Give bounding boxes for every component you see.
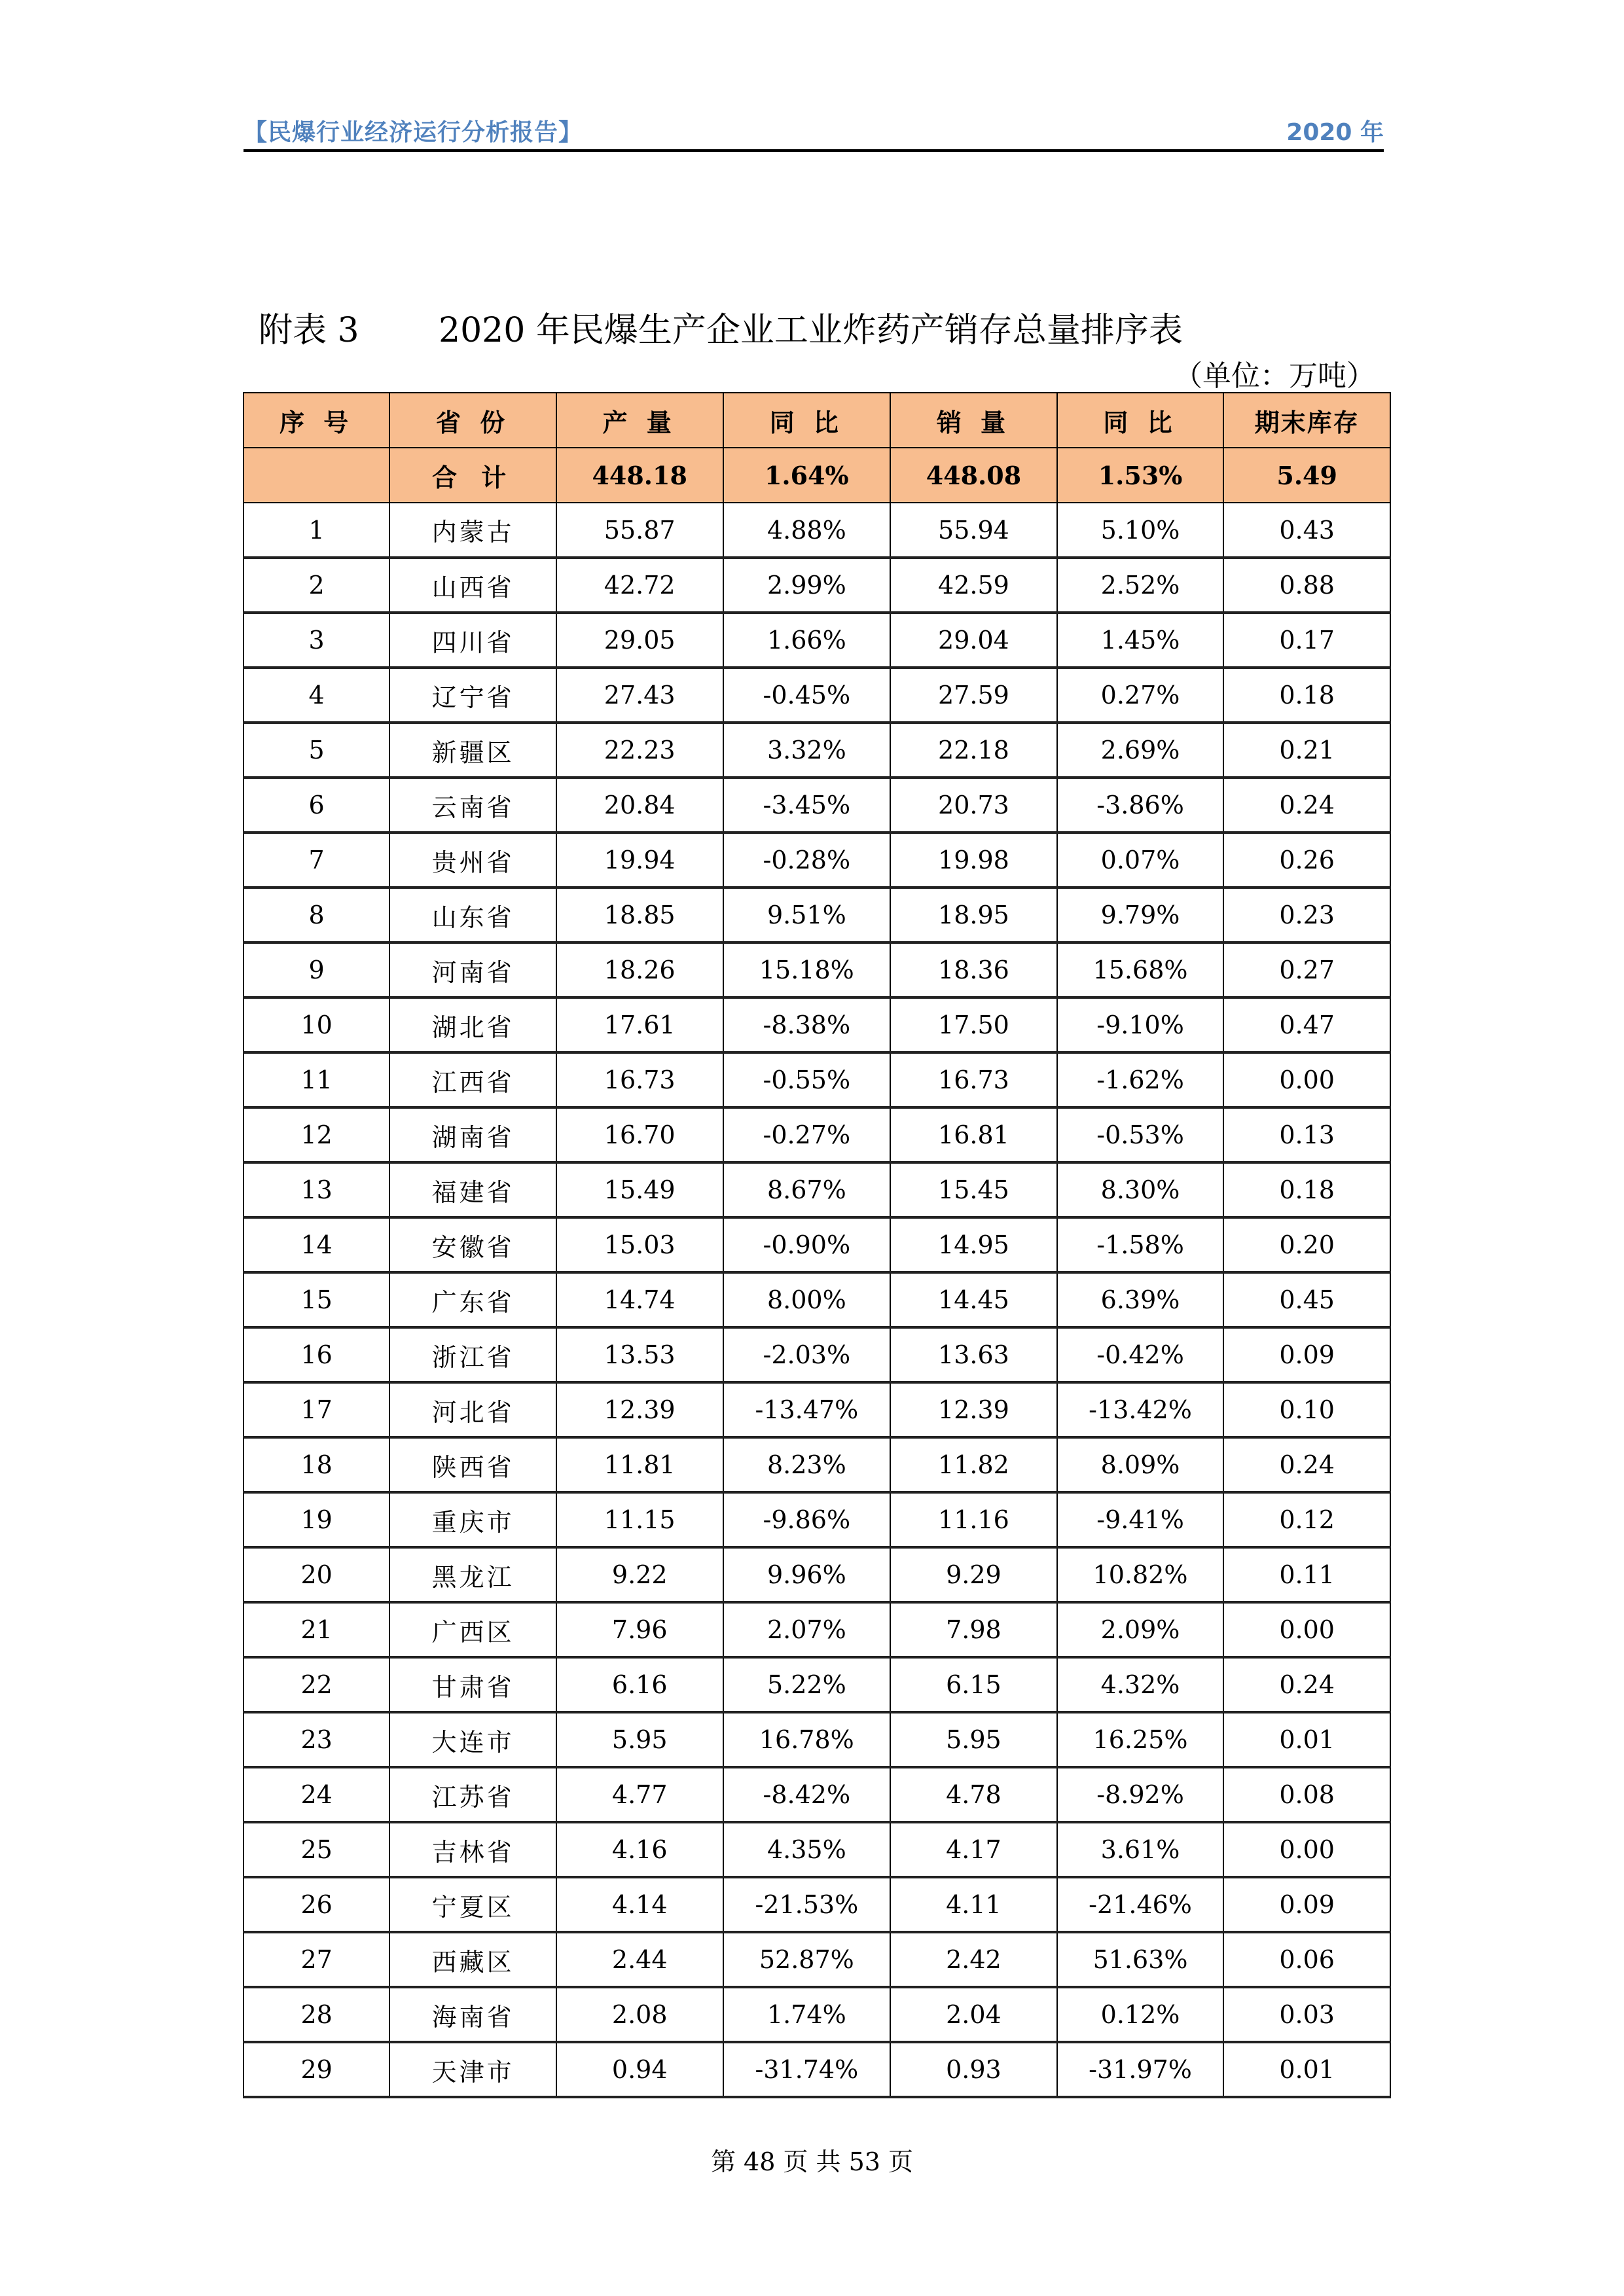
- cell-province: 甘肃省: [389, 1657, 556, 1712]
- cell-production-yoy: -0.55%: [723, 1052, 891, 1107]
- cell-rank: 11: [244, 1052, 389, 1107]
- table-row: [244, 1767, 1390, 1822]
- cell-sales-yoy: -13.42%: [1057, 1382, 1224, 1437]
- column-header-province: 省 份: [389, 393, 556, 448]
- cell-sales-yoy: 2.09%: [1057, 1602, 1224, 1657]
- cell-province: 海南省: [389, 1987, 556, 2042]
- total-inventory: 5.49: [1223, 448, 1390, 503]
- cell-inventory: 0.10: [1223, 1382, 1390, 1437]
- table-row: [244, 1437, 1390, 1492]
- table-row: [244, 997, 1390, 1052]
- cell-province: 贵州省: [389, 833, 556, 888]
- cell-rank: 1: [244, 503, 389, 558]
- cell-production-yoy: -31.74%: [723, 2042, 891, 2097]
- cell-province: 广西区: [389, 1602, 556, 1657]
- cell-sales: 19.98: [890, 833, 1057, 888]
- cell-province: 四川省: [389, 613, 556, 668]
- cell-sales-yoy: 10.82%: [1057, 1547, 1224, 1602]
- cell-production-yoy: 2.07%: [723, 1602, 891, 1657]
- cell-sales: 11.82: [890, 1437, 1057, 1492]
- cell-production: 4.77: [556, 1767, 723, 1822]
- cell-production: 27.43: [556, 668, 723, 723]
- total-label: 合 计: [389, 448, 556, 503]
- cell-province: 新疆区: [389, 723, 556, 778]
- cell-production: 15.03: [556, 1217, 723, 1272]
- cell-sales: 17.50: [890, 997, 1057, 1052]
- cell-production: 16.73: [556, 1052, 723, 1107]
- cell-sales-yoy: 51.63%: [1057, 1932, 1224, 1987]
- column-header-sales-yoy: 同 比: [1057, 393, 1224, 448]
- cell-province: 天津市: [389, 2042, 556, 2097]
- column-header-production-yoy: 同 比: [723, 393, 891, 448]
- column-header-rank: 序 号: [244, 393, 389, 448]
- cell-production: 9.22: [556, 1547, 723, 1602]
- cell-sales: 5.95: [890, 1712, 1057, 1767]
- cell-sales: 12.39: [890, 1382, 1057, 1437]
- cell-sales-yoy: 5.10%: [1057, 503, 1224, 558]
- cell-inventory: 0.13: [1223, 1107, 1390, 1162]
- cell-production: 15.49: [556, 1162, 723, 1217]
- table-row: [244, 1162, 1390, 1217]
- cell-production-yoy: -2.03%: [723, 1327, 891, 1382]
- cell-sales: 16.73: [890, 1052, 1057, 1107]
- cell-inventory: 0.01: [1223, 1712, 1390, 1767]
- cell-rank: 17: [244, 1382, 389, 1437]
- cell-inventory: 0.24: [1223, 1657, 1390, 1712]
- cell-inventory: 0.18: [1223, 668, 1390, 723]
- cell-production: 16.70: [556, 1107, 723, 1162]
- report-title: 【民爆行业经济运行分析报告】: [244, 119, 583, 146]
- cell-production-yoy: 1.74%: [723, 1987, 891, 2042]
- cell-sales-yoy: -9.10%: [1057, 997, 1224, 1052]
- cell-production-yoy: 8.67%: [723, 1162, 891, 1217]
- cell-rank: 22: [244, 1657, 389, 1712]
- cell-production-yoy: 4.88%: [723, 503, 891, 558]
- cell-sales: 29.04: [890, 613, 1057, 668]
- cell-sales-yoy: 4.32%: [1057, 1657, 1224, 1712]
- cell-province: 浙江省: [389, 1327, 556, 1382]
- cell-inventory: 0.11: [1223, 1547, 1390, 1602]
- cell-production-yoy: 8.00%: [723, 1272, 891, 1327]
- cell-sales: 14.45: [890, 1272, 1057, 1327]
- cell-production-yoy: -0.27%: [723, 1107, 891, 1162]
- cell-sales-yoy: -9.41%: [1057, 1492, 1224, 1547]
- cell-sales: 0.93: [890, 2042, 1057, 2097]
- cell-production-yoy: 16.78%: [723, 1712, 891, 1767]
- page-header: [244, 110, 1384, 151]
- table-row: [244, 1052, 1390, 1107]
- total-sales-yoy: 1.53%: [1057, 448, 1224, 503]
- cell-production: 42.72: [556, 558, 723, 613]
- table-row: [244, 1877, 1390, 1932]
- cell-inventory: 0.27: [1223, 942, 1390, 997]
- cell-production-yoy: -13.47%: [723, 1382, 891, 1437]
- cell-production: 29.05: [556, 613, 723, 668]
- table-row: [244, 778, 1390, 833]
- total-sales: 448.08: [890, 448, 1057, 503]
- unit-note: （单位：万吨）: [1174, 359, 1375, 393]
- cell-province: 宁夏区: [389, 1877, 556, 1932]
- cell-production-yoy: 1.66%: [723, 613, 891, 668]
- table-row: [244, 1602, 1390, 1657]
- cell-province: 安徽省: [389, 1217, 556, 1272]
- cell-production-yoy: -21.53%: [723, 1877, 891, 1932]
- column-header-inventory: 期末库存: [1223, 393, 1390, 448]
- cell-rank: 20: [244, 1547, 389, 1602]
- cell-rank: 15: [244, 1272, 389, 1327]
- cell-province: 江苏省: [389, 1767, 556, 1822]
- cell-sales-yoy: 0.12%: [1057, 1987, 1224, 2042]
- cell-production: 11.15: [556, 1492, 723, 1547]
- cell-rank: 29: [244, 2042, 389, 2097]
- cell-inventory: 0.00: [1223, 1052, 1390, 1107]
- cell-sales: 2.42: [890, 1932, 1057, 1987]
- cell-province: 西藏区: [389, 1932, 556, 1987]
- cell-production-yoy: 2.99%: [723, 558, 891, 613]
- cell-province: 河北省: [389, 1382, 556, 1437]
- cell-production: 19.94: [556, 833, 723, 888]
- cell-province: 吉林省: [389, 1822, 556, 1877]
- cell-sales: 2.04: [890, 1987, 1057, 2042]
- cell-inventory: 0.17: [1223, 613, 1390, 668]
- cell-sales-yoy: -3.86%: [1057, 778, 1224, 833]
- cell-rank: 9: [244, 942, 389, 997]
- cell-province: 河南省: [389, 942, 556, 997]
- cell-production-yoy: 8.23%: [723, 1437, 891, 1492]
- cell-rank: 21: [244, 1602, 389, 1657]
- cell-sales-yoy: -21.46%: [1057, 1877, 1224, 1932]
- cell-inventory: 0.00: [1223, 1822, 1390, 1877]
- cell-inventory: 0.23: [1223, 888, 1390, 942]
- table-row: [244, 1107, 1390, 1162]
- cell-province: 云南省: [389, 778, 556, 833]
- cell-production: 2.44: [556, 1932, 723, 1987]
- table-row: [244, 723, 1390, 778]
- cell-inventory: 0.09: [1223, 1877, 1390, 1932]
- cell-sales: 13.63: [890, 1327, 1057, 1382]
- table-row: [244, 833, 1390, 888]
- cell-sales-yoy: 8.09%: [1057, 1437, 1224, 1492]
- cell-sales: 18.36: [890, 942, 1057, 997]
- cell-rank: 3: [244, 613, 389, 668]
- cell-rank: 12: [244, 1107, 389, 1162]
- cell-production-yoy: -8.42%: [723, 1767, 891, 1822]
- table-row: [244, 1492, 1390, 1547]
- cell-inventory: 0.24: [1223, 1437, 1390, 1492]
- cell-inventory: 0.00: [1223, 1602, 1390, 1657]
- cell-production-yoy: -9.86%: [723, 1492, 891, 1547]
- cell-province: 广东省: [389, 1272, 556, 1327]
- cell-production: 14.74: [556, 1272, 723, 1327]
- table-row: [244, 668, 1390, 723]
- cell-inventory: 0.09: [1223, 1327, 1390, 1382]
- cell-province: 湖南省: [389, 1107, 556, 1162]
- cell-production: 55.87: [556, 503, 723, 558]
- cell-inventory: 0.24: [1223, 778, 1390, 833]
- cell-province: 陕西省: [389, 1437, 556, 1492]
- cell-rank: 28: [244, 1987, 389, 2042]
- cell-province: 山西省: [389, 558, 556, 613]
- header-divider: [244, 149, 1384, 152]
- cell-sales-yoy: 6.39%: [1057, 1272, 1224, 1327]
- cell-sales: 27.59: [890, 668, 1057, 723]
- cell-production-yoy: 9.51%: [723, 888, 891, 942]
- cell-inventory: 0.47: [1223, 997, 1390, 1052]
- cell-province: 重庆市: [389, 1492, 556, 1547]
- cell-sales: 22.18: [890, 723, 1057, 778]
- table-row: [244, 1217, 1390, 1272]
- cell-inventory: 0.20: [1223, 1217, 1390, 1272]
- cell-production: 17.61: [556, 997, 723, 1052]
- table-row: [244, 1657, 1390, 1712]
- cell-rank: 5: [244, 723, 389, 778]
- table-row: [244, 2042, 1390, 2097]
- cell-production: 0.94: [556, 2042, 723, 2097]
- cell-sales-yoy: 0.27%: [1057, 668, 1224, 723]
- cell-sales: 18.95: [890, 888, 1057, 942]
- cell-sales: 16.81: [890, 1107, 1057, 1162]
- cell-rank: 4: [244, 668, 389, 723]
- cell-rank: 6: [244, 778, 389, 833]
- cell-province: 湖北省: [389, 997, 556, 1052]
- cell-sales-yoy: -1.58%: [1057, 1217, 1224, 1272]
- page-footer: 第 48 页 共 53 页: [710, 2147, 914, 2176]
- cell-inventory: 0.01: [1223, 2042, 1390, 2097]
- cell-sales-yoy: 2.52%: [1057, 558, 1224, 613]
- cell-production: 11.81: [556, 1437, 723, 1492]
- cell-inventory: 0.06: [1223, 1932, 1390, 1987]
- cell-sales: 4.78: [890, 1767, 1057, 1822]
- cell-province: 辽宁省: [389, 668, 556, 723]
- cell-sales: 15.45: [890, 1162, 1057, 1217]
- cell-rank: 8: [244, 888, 389, 942]
- table-title: [259, 302, 1183, 351]
- cell-inventory: 0.88: [1223, 558, 1390, 613]
- cell-production-yoy: 15.18%: [723, 942, 891, 997]
- cell-sales: 20.73: [890, 778, 1057, 833]
- table-label: 附表 3: [259, 311, 359, 350]
- cell-production: 6.16: [556, 1657, 723, 1712]
- table-row: [244, 1327, 1390, 1382]
- total-row: [244, 448, 1390, 503]
- cell-sales: 4.11: [890, 1877, 1057, 1932]
- table-row: [244, 1987, 1390, 2042]
- report-year: 2020 年: [1286, 119, 1384, 146]
- table-row: [244, 888, 1390, 942]
- cell-rank: 26: [244, 1877, 389, 1932]
- cell-sales-yoy: 8.30%: [1057, 1162, 1224, 1217]
- table-row: [244, 1822, 1390, 1877]
- cell-sales-yoy: 0.07%: [1057, 833, 1224, 888]
- cell-production-yoy: -3.45%: [723, 778, 891, 833]
- cell-sales: 6.15: [890, 1657, 1057, 1712]
- cell-sales-yoy: 16.25%: [1057, 1712, 1224, 1767]
- cell-rank: 19: [244, 1492, 389, 1547]
- cell-production: 18.85: [556, 888, 723, 942]
- cell-rank: 13: [244, 1162, 389, 1217]
- cell-production-yoy: 52.87%: [723, 1932, 891, 1987]
- cell-rank: 16: [244, 1327, 389, 1382]
- cell-production: 13.53: [556, 1327, 723, 1382]
- cell-rank: 23: [244, 1712, 389, 1767]
- cell-production: 22.23: [556, 723, 723, 778]
- cell-province: 大连市: [389, 1712, 556, 1767]
- cell-inventory: 0.03: [1223, 1987, 1390, 2042]
- cell-production-yoy: 5.22%: [723, 1657, 891, 1712]
- cell-sales-yoy: 2.69%: [1057, 723, 1224, 778]
- cell-production: 5.95: [556, 1712, 723, 1767]
- cell-production-yoy: -0.90%: [723, 1217, 891, 1272]
- cell-sales: 55.94: [890, 503, 1057, 558]
- cell-sales-yoy: -0.42%: [1057, 1327, 1224, 1382]
- total-production-yoy: 1.64%: [723, 448, 891, 503]
- cell-production: 7.96: [556, 1602, 723, 1657]
- cell-inventory: 0.21: [1223, 723, 1390, 778]
- table-row: [244, 942, 1390, 997]
- cell-production-yoy: -0.45%: [723, 668, 891, 723]
- cell-province: 内蒙古: [389, 503, 556, 558]
- table-row: [244, 1272, 1390, 1327]
- cell-production-yoy: -8.38%: [723, 997, 891, 1052]
- table-header-row: [244, 393, 1390, 448]
- cell-sales: 9.29: [890, 1547, 1057, 1602]
- cell-sales-yoy: -31.97%: [1057, 2042, 1224, 2097]
- cell-sales: 4.17: [890, 1822, 1057, 1877]
- cell-province: 山东省: [389, 888, 556, 942]
- cell-production: 4.16: [556, 1822, 723, 1877]
- cell-inventory: 0.26: [1223, 833, 1390, 888]
- cell-inventory: 0.18: [1223, 1162, 1390, 1217]
- cell-production: 12.39: [556, 1382, 723, 1437]
- cell-production: 2.08: [556, 1987, 723, 2042]
- column-header-production: 产 量: [556, 393, 723, 448]
- cell-province: 黑龙江: [389, 1547, 556, 1602]
- cell-sales-yoy: 9.79%: [1057, 888, 1224, 942]
- cell-production-yoy: 4.35%: [723, 1822, 891, 1877]
- table-row: [244, 613, 1390, 668]
- cell-sales-yoy: -1.62%: [1057, 1052, 1224, 1107]
- cell-production-yoy: 3.32%: [723, 723, 891, 778]
- cell-sales: 11.16: [890, 1492, 1057, 1547]
- cell-sales: 42.59: [890, 558, 1057, 613]
- cell-inventory: 0.12: [1223, 1492, 1390, 1547]
- ranking-table: [243, 392, 1391, 2098]
- cell-sales-yoy: 1.45%: [1057, 613, 1224, 668]
- cell-inventory: 0.43: [1223, 503, 1390, 558]
- cell-province: 福建省: [389, 1162, 556, 1217]
- table-row: [244, 1547, 1390, 1602]
- cell-sales-yoy: 15.68%: [1057, 942, 1224, 997]
- table-title-text: 2020 年民爆生产企业工业炸药产销存总量排序表: [439, 311, 1183, 350]
- column-header-sales: 销 量: [890, 393, 1057, 448]
- cell-sales-yoy: 3.61%: [1057, 1822, 1224, 1877]
- cell-rank: 7: [244, 833, 389, 888]
- cell-production-yoy: -0.28%: [723, 833, 891, 888]
- cell-rank: 2: [244, 558, 389, 613]
- cell-rank: 10: [244, 997, 389, 1052]
- total-rank: [244, 448, 389, 503]
- table-row: [244, 558, 1390, 613]
- table-row: [244, 1382, 1390, 1437]
- cell-rank: 18: [244, 1437, 389, 1492]
- cell-inventory: 0.08: [1223, 1767, 1390, 1822]
- cell-production-yoy: 9.96%: [723, 1547, 891, 1602]
- cell-rank: 14: [244, 1217, 389, 1272]
- total-production: 448.18: [556, 448, 723, 503]
- table-row: [244, 1932, 1390, 1987]
- cell-sales: 14.95: [890, 1217, 1057, 1272]
- cell-rank: 24: [244, 1767, 389, 1822]
- cell-province: 江西省: [389, 1052, 556, 1107]
- cell-sales: 7.98: [890, 1602, 1057, 1657]
- cell-rank: 25: [244, 1822, 389, 1877]
- cell-production: 18.26: [556, 942, 723, 997]
- table-row: [244, 503, 1390, 558]
- cell-inventory: 0.45: [1223, 1272, 1390, 1327]
- cell-sales-yoy: -8.92%: [1057, 1767, 1224, 1822]
- cell-sales-yoy: -0.53%: [1057, 1107, 1224, 1162]
- cell-production: 4.14: [556, 1877, 723, 1932]
- table-row: [244, 1712, 1390, 1767]
- cell-production: 20.84: [556, 778, 723, 833]
- cell-rank: 27: [244, 1932, 389, 1987]
